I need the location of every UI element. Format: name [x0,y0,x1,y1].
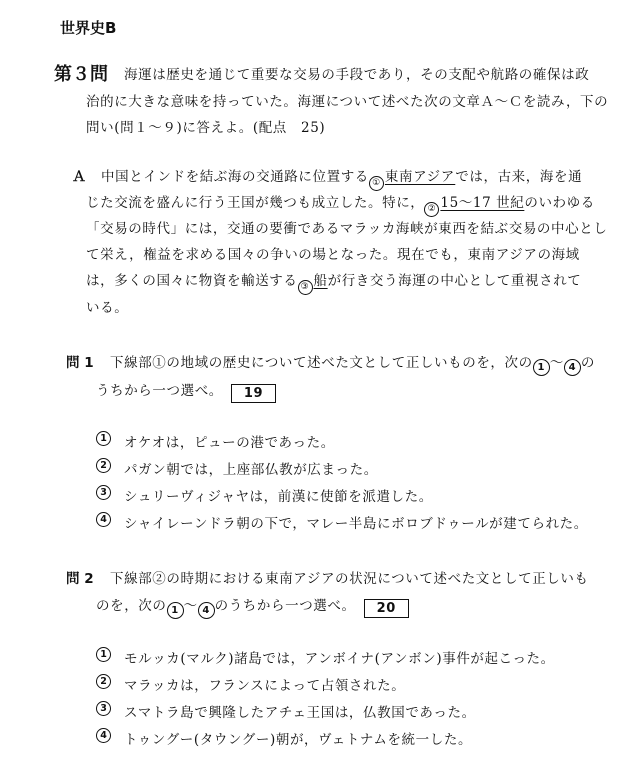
question-2-text: のうちから一つ選べ。 [214,598,356,614]
passage-line-2 [86,191,595,217]
intro-line-1: 海運は歴史を通じて重要な交易の手段であり，その支配や航路の確保は政 [124,67,590,83]
choice-ref-4: 4 [198,602,215,619]
option-number-4[interactable]: 4 [96,512,111,527]
underline-marker-1: ① [369,176,384,191]
q1-option-1[interactable]: オケオは，ピューの港であった。 [124,435,335,451]
passage-text: 中国とインドを結ぶ海の交通路に位置する [101,169,369,185]
passage-text: が行き交う海運の中心として重視されて [327,273,582,289]
question-2-label: 問 2 [66,571,94,587]
underlined-term-3: 船 [313,273,328,289]
option-number-1[interactable]: 1 [96,647,111,662]
passage-line-1 [101,165,582,191]
option-number-3[interactable]: 3 [96,485,111,500]
passage-line-4: て栄え，権益を求める国々の争いの場となった。現在でも，東南アジアの海域 [86,247,580,263]
option-number-1[interactable]: 1 [96,431,111,446]
question-1-line-1 [110,351,595,376]
passage-text: は，多くの国々に物資を輸送する [86,273,298,289]
q2-option-1[interactable]: モルッカ(マルク)諸島では，アンボイナ(アンボン)事件が起こった。 [124,651,555,667]
choice-ref-1: 1 [167,602,184,619]
q2-option-2[interactable]: マラッカは，フランスによって占領された。 [124,678,406,694]
choice-ref-1: 1 [533,359,550,376]
answer-box-19[interactable]: 19 [231,384,276,403]
question-1-line-2 [96,379,276,403]
question-1-text: の [580,355,595,371]
passage-text: のいわゆる [524,195,595,211]
question-2-text: のを，次の [96,598,167,614]
intro-line-2: 治的に大きな意味を持っていた。海運について述べた次の文章Ａ～Ｃを読み，下の [86,94,609,110]
underline-marker-2: ② [424,202,439,217]
question-2-line-1: 下線部②の時期における東南アジアの状況について述べた文として正しいも [110,571,589,587]
passage-line-3: 「交易の時代」には，交通の要衝であるマラッカ海峡が東西を結ぶ交易の中心とし [86,221,608,237]
question-1-label: 問 1 [66,355,94,371]
question-2-line-2 [96,594,409,619]
choice-ref-4: 4 [564,359,581,376]
q2-option-3[interactable]: スマトラ島で興隆したアチェ王国は，仏教国であった。 [124,705,476,721]
tilde: ～ [183,598,198,614]
question-1-text: 下線部①の地域の歴史について述べた文として正しいものを，次の [110,355,533,371]
passage-label: Ａ [72,169,86,185]
option-number-4[interactable]: 4 [96,728,111,743]
answer-box-20[interactable]: 20 [364,599,409,618]
q1-option-3[interactable]: シュリーヴィジャヤは，前漢に使節を派遣した。 [124,489,433,505]
q2-option-4[interactable]: トゥングー(タウングー)朝が，ヴェトナムを統一した。 [124,732,473,748]
underlined-term-2: 15～17 世紀 [440,195,525,211]
passage-line-5 [86,269,581,295]
option-number-2[interactable]: 2 [96,458,111,473]
question-number: 第３問 [54,64,108,85]
passage-text: では，古来，海を通 [455,169,583,185]
underlined-term-1: 東南アジア [384,169,456,185]
option-number-3[interactable]: 3 [96,701,111,716]
underline-marker-3: ③ [298,280,313,295]
tilde: ～ [549,355,564,371]
q1-option-2[interactable]: パガン朝では，上座部仏教が広まった。 [124,462,378,478]
question-1-text: うちから一つ選べ。 [96,383,223,399]
subject-title: 世界史B [60,19,117,37]
q1-option-4[interactable]: シャイレーンドラ朝の下で，マレー半島にボロブドゥールが建てられた。 [124,516,588,532]
intro-line-3: 問い(問１～９)に答えよ。(配点 25) [86,120,326,136]
passage-text: じた交流を盛んに行う王国が幾つも成立した。特に， [86,195,425,211]
passage-line-6: いる。 [86,300,129,316]
option-number-2[interactable]: 2 [96,674,111,689]
